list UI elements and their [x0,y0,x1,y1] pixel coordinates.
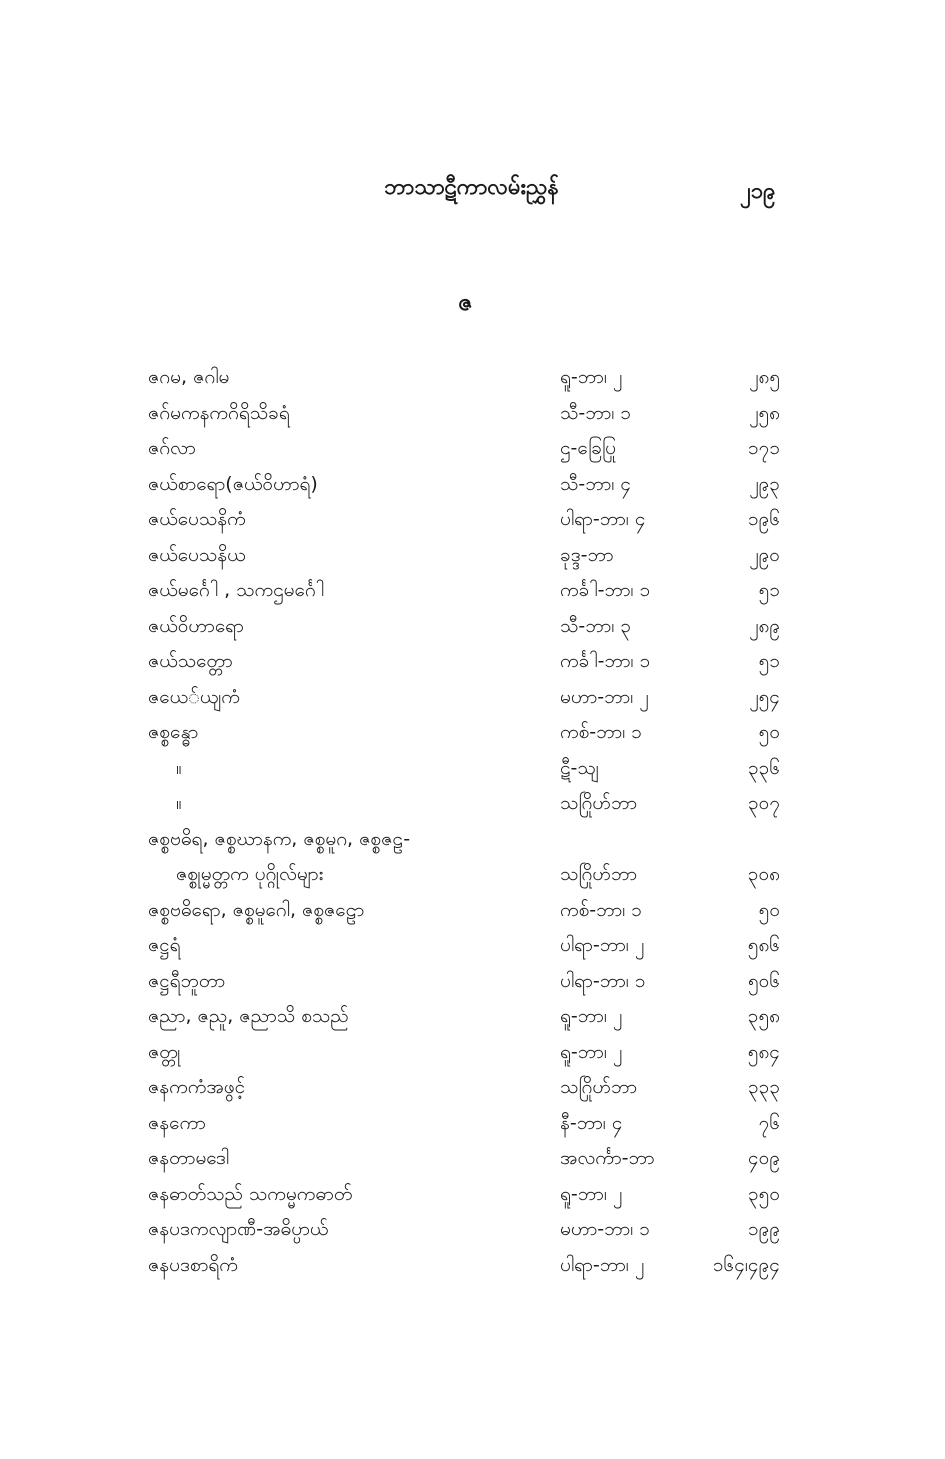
entry-page-number: ၂၅၈ [749,401,780,424]
entry-term: ဇတ္တု [148,1040,181,1063]
entry-source: ကင်္ခါ-ဘာ၊ ၁ [560,650,651,672]
entry-page-number: ၃၅၈ [747,1005,780,1027]
entry-page-number: ၅၈၄ [747,1040,780,1063]
index-entry [148,573,788,609]
entry-page-number: ၂၈၅ [749,366,780,388]
entry-page-number: ၂၉၀ [749,543,780,566]
entry-term: ဇနကကံအဖွင့် [148,1076,246,1098]
section-letter-heading: ဇ [458,288,473,316]
index-entry [148,1035,788,1071]
entry-source: ရူ-ဘာ၊ ၂ [560,1040,623,1063]
entry-source: ရူ-ဘာ၊ ၂ [560,1182,623,1205]
entry-source: မဟာ-ဘာ၊ ၁ [560,1218,650,1240]
entry-source: မဟာ-ဘာ၊ ၂ [560,685,649,708]
entry-page-number: ၁၆၄၊၄၉၄ [712,1253,780,1276]
entry-term: ဇယ်မင်္ဂေါ , သကဌမင်္ဂေါ [148,579,325,601]
entry-source: သီ-ဘာ၊ ၁ [560,401,632,424]
entry-term: ဇနတာမဒေါ [148,1147,230,1169]
index-entry [148,467,788,503]
entry-source: ကစ်-ဘာ၊ ၁ [560,721,642,743]
entry-source: ဋီ-သျ [560,756,599,779]
index-entry [148,786,788,822]
entry-page-number: ၁၉၉ [747,1218,780,1240]
entry-source: ခုဒ္ဒ-ဘာ [560,543,614,566]
entry-source: သီ-ဘာ၊ ၄ [560,472,632,495]
entry-page-number: ၄၀၉ [747,1147,780,1169]
entry-term: ဇယ်ပေသနိယ [148,543,246,566]
entry-page-number: ၅၀ [758,721,780,743]
page-number: ၂၁၉ [740,179,776,204]
entry-term: ။ [176,792,182,814]
entry-term: ဇဋ္ဌရံ [148,934,181,956]
entry-page-number: ၅၀၆ [747,969,780,992]
index-entry [148,538,788,574]
entry-term: ဇနကော [148,1111,206,1134]
entry-term: ဇနဓာတ်သည် သကမ္မကဓာတ် [148,1182,353,1205]
index-entry [148,609,788,645]
index-entry [148,751,788,787]
entry-page-number: ၅၁ [758,579,780,601]
entry-source: ကင်္ခါ-ဘာ၊ ၁ [560,579,651,601]
entry-page-number: ၅၈၆ [747,934,780,956]
entry-term: ဇယ်ဝိဟာရော [148,614,244,637]
entry-term: ဇဂ်လာ [148,437,196,459]
index-entry [148,431,788,467]
entry-source: သဂြိုဟ်ဘာ [560,1076,638,1098]
entry-page-number: ၂၈၉ [749,614,780,637]
entry-term: ဇညာ, ဇညူ, ဇညာသိ စသည် [148,1005,349,1027]
index-list [148,360,788,1283]
entry-term: ဇယ်စာရော(ဇယ်ဝိဟာရံ) [148,472,318,495]
index-entry [148,822,788,858]
entry-term: ဇစ္စဗဓိရော, ဇစ္စမူဂေါ, ဇစ္စဇဠော [148,898,365,921]
index-entry [148,928,788,964]
entry-source: ပါရာ-ဘာ၊ ၄ [560,508,646,530]
index-entry [148,857,788,893]
index-entry [148,644,788,680]
entry-source: ပါရာ-ဘာ၊ ၁ [560,969,646,992]
entry-term: ဇဂ်မကနကဂိရိသိခရံ [148,401,290,424]
entry-page-number: ၅၀ [758,898,780,921]
entry-page-number: ၂၉၃ [749,472,780,495]
entry-source: သဂြိုဟ်ဘာ [560,863,638,885]
entry-term: ဇစ္စန္ဓော [148,721,199,743]
entry-source: ရူ-ဘာ၊ ၂ [560,1005,623,1027]
entry-source: သဂြိုဟ်ဘာ [560,792,638,814]
entry-page-number: ၃၃၃ [747,1076,780,1098]
index-entry [148,1177,788,1213]
entry-term: ။ [176,756,182,779]
entry-term: ဇယေ်ယျကံ [148,685,240,708]
entry-term: ဇစ္စဗဓိရ, ဇစ္စဃာနက, ဇစ္စမူဂ, ဇစ္စဇဠ- [148,827,411,850]
index-entry [148,715,788,751]
entry-source: ကစ်-ဘာ၊ ၁ [560,898,642,921]
index-entry [148,502,788,538]
index-entry [148,1070,788,1106]
index-entry [148,999,788,1035]
running-header-title: ဘာသာဋီကာလမ်းညွှန် [384,175,559,200]
entry-page-number: ၁၉၆ [747,508,780,530]
entry-source: ပါရာ-ဘာ၊ ၂ [560,934,645,956]
entry-page-number: ၃၀၈ [747,863,780,885]
entry-page-number: ၁၇၁ [747,437,780,459]
entry-page-number: ၂၅၄ [749,685,780,708]
index-entry [148,1106,788,1142]
entry-term: ဇယ်သတ္တော [148,650,233,672]
entry-source: နီ-ဘာ၊ ၄ [560,1111,623,1134]
entry-source: သီ-ဘာ၊ ၃ [560,614,632,637]
index-entry [148,360,788,396]
entry-page-number: ၅၁ [758,650,780,672]
entry-source: အလင်္ကာ-ဘာ [560,1147,655,1169]
index-entry [148,1212,788,1248]
entry-page-number: ၇၆ [758,1111,780,1134]
entry-term: ဇစ္စုမ္မတ္တက ပုဂ္ဂိုလ်များ [176,863,324,885]
entry-page-number: ၃၃၆ [747,756,780,779]
entry-term: ဇနပဒကလျာဏီ-အဓိပ္ပာယ် [148,1218,329,1240]
entry-term: ဇယ်ပေသနိကံ [148,508,246,530]
index-entry [148,1141,788,1177]
entry-source: ရူ-ဘာ၊ ၂ [560,366,623,388]
entry-page-number: ၃၅၀ [747,1182,780,1205]
entry-term: ဇဋ္ဌရီဘူတာ [148,969,226,992]
index-entry [148,893,788,929]
entry-source: ဌ-ခြေပြု [560,437,616,459]
index-entry [148,396,788,432]
index-entry [148,964,788,1000]
entry-page-number: ၃၀၇ [747,792,780,814]
index-entry [148,680,788,716]
index-entry [148,1248,788,1284]
entry-term: ဇနပဒစာရိကံ [148,1253,238,1276]
entry-term: ဇဂမ, ဇဂါမ [148,366,230,388]
entry-source: ပါရာ-ဘာ၊ ၂ [560,1253,645,1276]
